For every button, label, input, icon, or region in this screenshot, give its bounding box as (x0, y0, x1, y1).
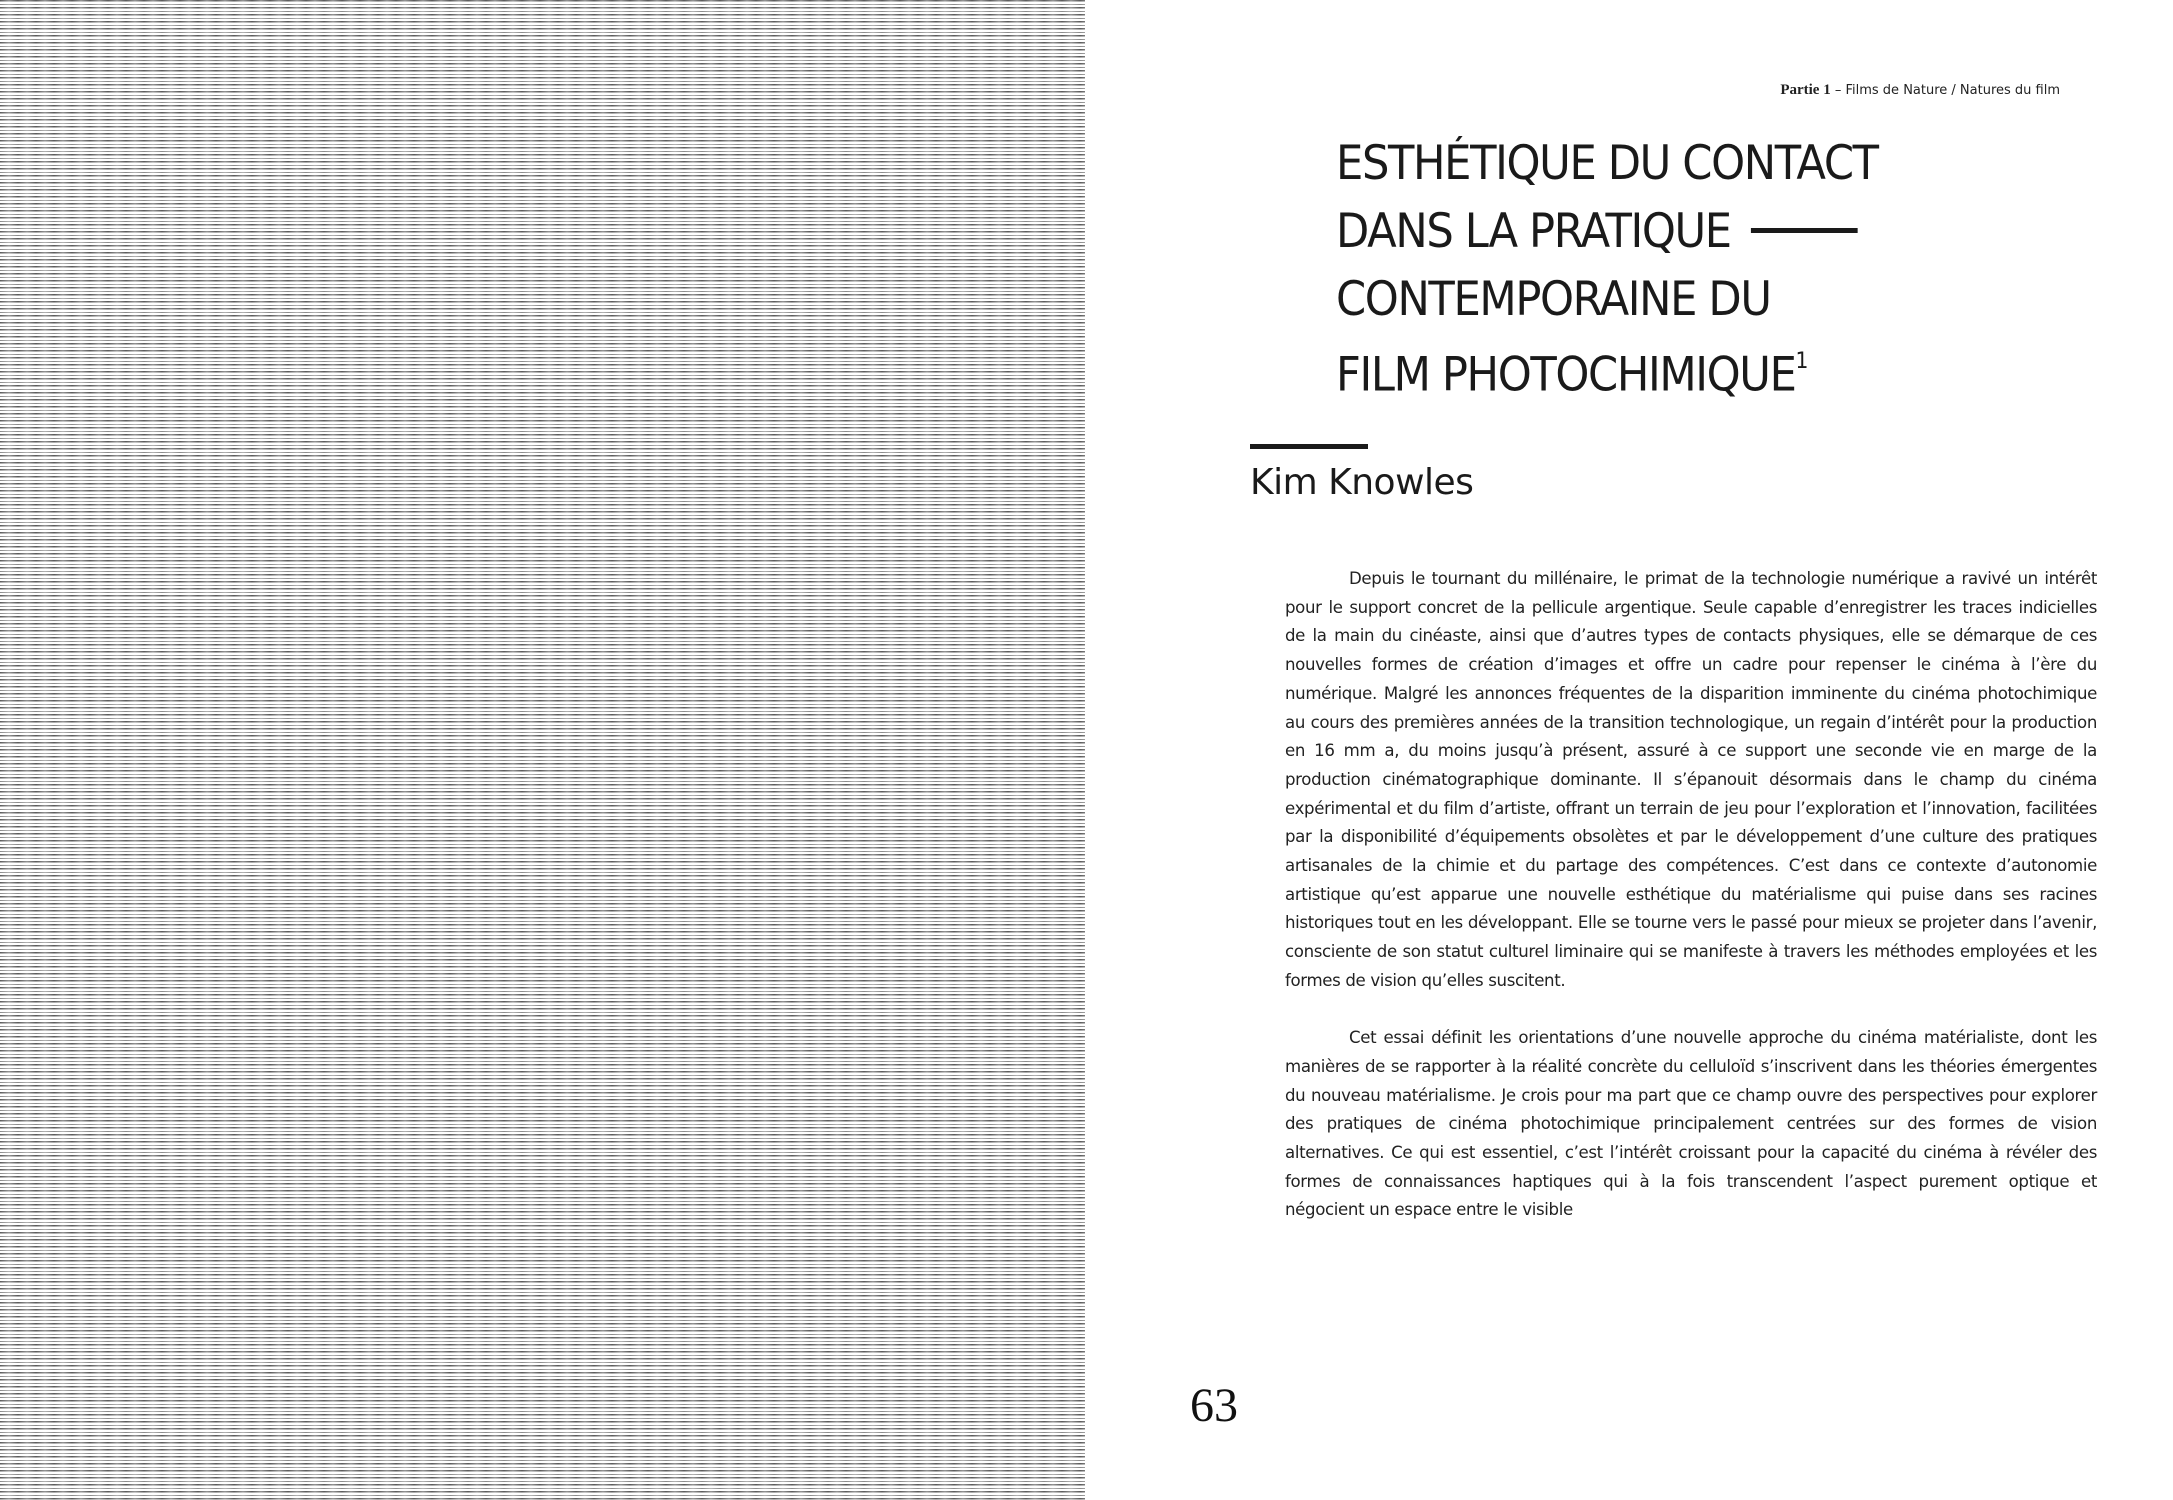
title-dash-rule (1751, 228, 1858, 233)
decorative-pattern-page (0, 0, 1085, 1500)
paragraph-1: Depuis le tournant du millénaire, le primat de la technologie numérique a ravivé un intérêt pour le support concret de la pellicule argentique. Seule capable d’enregistrer les traces indicielles de la main du cinéaste, ainsi que d’autres types de contacts physiques, elle se démarque de ces nouvelles formes de création d’images et offre un cadre pour repenser le cinéma à l’ère du numérique. Malgré les annonces fréquentes de la disparition imminente du cinéma photochimique au cours des premières années de la transition technologique, un regain d’intérêt pour la production en 16 mm a, du moins jusqu’à présent, assuré à ce support une seconde vie en marge de la production cinématographique dominante. Il s’épanouit désormais dans le champ du cinéma expérimental et du film d’artiste, offrant un terrain de jeu pour l’exploration et l’innovation, facilitées par la disponibilité d’équipements obsolètes et par le développement d’une culture des pratiques artisanales de la chimie et du partage des compétences. C’est dans ce contexte d’autonomie artistique qu’est apparue une nouvelle esthétique du matérialisme qui puise dans ses racines historiques tout en les développant. Elle se tourne vers le passé pour mieux se projeter dans l’avenir, consciente de son statut culturel liminaire qui se manifeste à travers les méthodes employées et les formes de vision qu’elles suscitent. (1285, 569, 2097, 990)
text-page (1085, 0, 2173, 1500)
author-name: Kim Knowles (1250, 462, 1474, 503)
article-title (1336, 130, 2035, 410)
title-line-3: CONTEMPORAINE DU (1336, 272, 1771, 327)
running-header (1780, 82, 2060, 99)
running-header-part: Partie 1 (1780, 82, 1831, 98)
title-line-2-wrap (1336, 198, 2035, 266)
author-rule (1250, 444, 1368, 449)
title-line-1: ESTHÉTIQUE DU CONTACT (1336, 136, 1878, 191)
page-number: 63 (1190, 1379, 1238, 1432)
footnote-mark: 1 (1795, 349, 1808, 374)
title-line-4-wrap (1336, 334, 2035, 410)
running-header-section: – Films de Nature / Natures du film (1830, 83, 2060, 98)
title-line-2: DANS LA PRATIQUE (1336, 204, 1731, 259)
paragraph-2: Cet essai définit les orientations d’une nouvelle approche du cinéma matérialiste, dont les manières de se rapporter à la réalité concrète du celluloïd s’inscrivent dans les théories émergentes du nouveau matérialisme. Je crois pour ma part que ce champ ouvre des perspectives pour explorer des pratiques de cinéma photochimique principalement centrées sur des formes de vision alternatives. Ce qui est essentiel, c’est l’intérêt croissant pour la capacité du cinéma à révéler des formes de connaissances haptiques qui à la fois transcendent l’aspect purement optique et négocient un espace entre le visible (1285, 1028, 2097, 1220)
title-line-4: FILM PHOTOCHIMIQUE (1336, 347, 1796, 403)
body-text (1285, 565, 2097, 1254)
